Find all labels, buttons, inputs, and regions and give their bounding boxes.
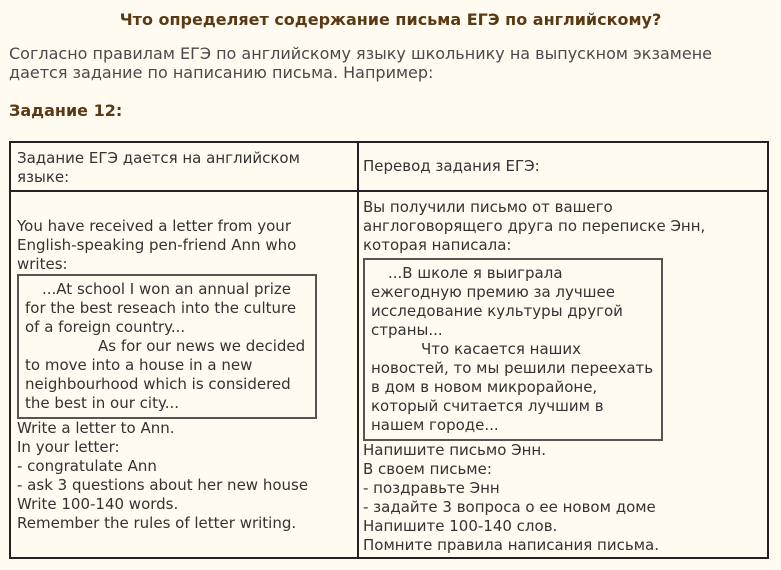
task-table — [9, 141, 769, 559]
left-line: - congratulate Ann — [17, 457, 157, 475]
right-line: Напишите письмо Энн. — [363, 441, 546, 459]
left-intro: You have received a letter from your English-speaking pen-friend Ann who writes: — [17, 217, 297, 273]
left-quote-p1: ...At school I won an annual prize for the best reseach into the culture of a foreign country... — [25, 280, 297, 336]
right-line: - задайте 3 вопроса о ее новом доме — [363, 498, 656, 516]
column-divider — [357, 143, 359, 557]
left-line: Remember the rules of letter writing. — [17, 514, 297, 532]
intro-paragraph: Согласно правилам ЕГЭ по английскому языку школьнику на выпускном экзамене дается задание по написанию письма. Например: — [9, 44, 712, 82]
right-line: Помните правила написания письма. — [363, 536, 659, 554]
right-cell — [363, 198, 763, 555]
left-quote-box — [17, 274, 317, 419]
left-line: In your letter: — [17, 438, 120, 456]
right-quote-box — [363, 258, 663, 441]
header-divider — [11, 190, 767, 192]
right-line: В своем письме: — [363, 460, 492, 478]
task-heading: Задание 12: — [9, 101, 123, 120]
left-line: - ask 3 questions about her new house — [17, 476, 309, 494]
left-header: Задание ЕГЭ дается на английском языке: — [17, 149, 300, 186]
left-line: Write a letter to Ann. — [17, 419, 175, 437]
left-quote-p2: As for our news we decided to move into a house in a new neighbourhood which is considered the best in our city... — [25, 337, 306, 412]
right-quote-p2: Что касается наших новостей, то мы решили переехать в дом в новом микрорайоне, который считается лучшим в нашем городе... — [371, 340, 654, 434]
right-quote-p1: ...В школе я выиграла ежегодную премию за лучшее исследование культуры другой страны... — [371, 264, 623, 339]
right-line: - поздравьте Энн — [363, 479, 500, 497]
right-intro: Вы получили письмо от вашего англоговорящего друга по переписке Энн, которая написала: — [363, 198, 706, 254]
left-cell — [17, 217, 347, 533]
right-header: Перевод задания ЕГЭ: — [363, 157, 540, 175]
page-title: Что определяет содержание письма ЕГЭ по английскому? — [119, 10, 662, 29]
right-line: Напишите 100-140 слов. — [363, 517, 558, 535]
left-line: Write 100-140 words. — [17, 495, 179, 513]
